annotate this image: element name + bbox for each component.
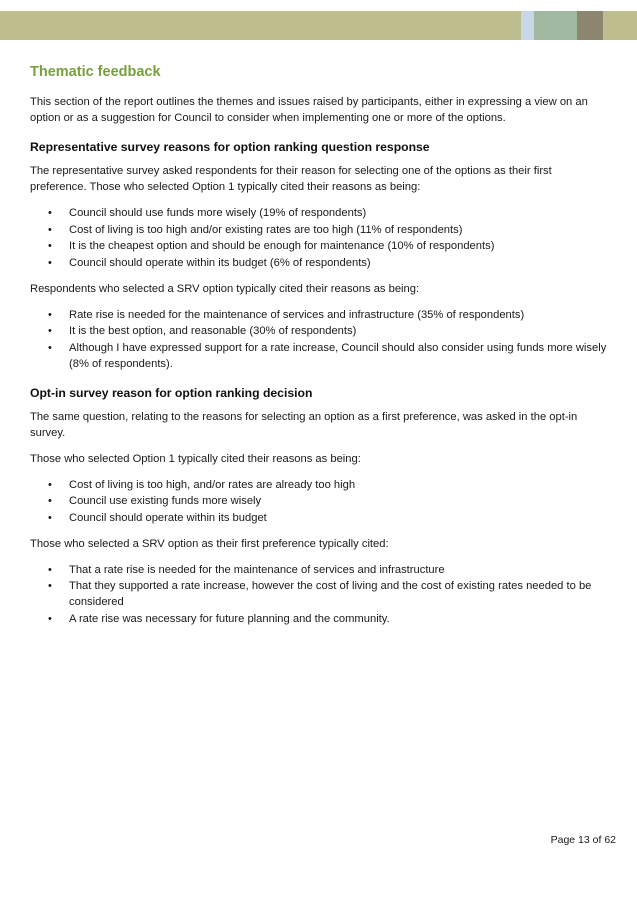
opt-in-option1-intro: Those who selected Option 1 typically cited their reasons as being:: [30, 452, 361, 465]
section-heading-representative-survey: Representative survey reasons for option ranking question response: [30, 140, 430, 154]
opt-in-srv-intro: Those who selected a SRV option as their first preference typically cited:: [30, 537, 389, 550]
bullet-icon: •: [48, 511, 52, 524]
list-item: • Rate rise is needed for the maintenance of services and infrastructure (35% of respondents): [48, 308, 525, 321]
bullet-icon: •: [48, 256, 52, 269]
intro-paragraph: This section of the report outlines the themes and issues raised by participants, either in expressing a view on an option or as a suggestion for Council to consider when implementing one or more of the options.: [30, 96, 588, 124]
header-band-blue-block: [521, 11, 534, 40]
bullet-icon: •: [48, 207, 52, 219]
list-item: • Council should use funds more wisely (19% of respondents): [48, 207, 367, 219]
bullet-icon: •: [48, 495, 52, 507]
list-item: • That a rate rise is needed for the maintenance of services and infrastructure: [48, 563, 445, 576]
opt-in-survey-intro: The same question, relating to the reasons for selecting an option as a first preference, was asked in the opt-in survey.: [30, 410, 578, 439]
list-item: • Although I have expressed support for a rate increase, Council should also consider using funds more wisely (8% of respondents).: [48, 341, 607, 370]
section-heading-opt-in-survey: Opt-in survey reason for option ranking decision: [30, 385, 313, 400]
page-title: Thematic feedback: [30, 64, 161, 80]
option1-reasons-list: [30, 205, 610, 271]
list-item: • Cost of living is too high and/or existing rates are too high (11% of respondents): [48, 223, 463, 236]
list-item: • That they supported a rate increase, however the cost of living and the cost of existing rates needed to be considered: [48, 580, 592, 608]
bullet-icon: •: [48, 308, 52, 321]
bullet-icon: •: [48, 325, 52, 337]
bullet-icon: •: [48, 341, 52, 354]
bullet-icon: •: [48, 478, 52, 491]
header-band-taupe-block: [577, 11, 603, 40]
list-item: • A rate rise was necessary for future planning and the community.: [48, 612, 390, 625]
bullet-icon: •: [48, 612, 52, 625]
list-item: • It is the cheapest option and should be enough for maintenance (10% of respondents): [48, 240, 495, 252]
bullet-icon: •: [48, 240, 52, 252]
list-item: • Cost of living is too high, and/or rates are already too high: [48, 478, 356, 491]
header-color-band: [0, 11, 637, 40]
opt-in-srv-reasons-list: [30, 562, 610, 627]
opt-in-option1-reasons-list: [30, 477, 610, 526]
header-band-main: [0, 11, 521, 40]
list-item: • Council should operate within its budget (6% of respondents): [48, 256, 371, 269]
page-number: Page 13 of 62: [550, 834, 616, 846]
list-item: • It is the best option, and reasonable (30% of respondents): [48, 325, 357, 337]
header-band-end: [603, 11, 637, 40]
header-band-sage-block: [534, 11, 577, 40]
srv-reasons-list: [30, 307, 610, 372]
srv-respondents-intro: Respondents who selected a SRV option typically cited their reasons as being:: [30, 282, 420, 295]
bullet-icon: •: [48, 580, 52, 592]
bullet-icon: •: [48, 223, 52, 236]
page-content: [30, 64, 610, 637]
list-item: • Council use existing funds more wisely: [48, 495, 262, 507]
list-item: • Council should operate within its budget: [48, 511, 267, 524]
bullet-icon: •: [48, 563, 52, 576]
representative-survey-intro: The representative survey asked respondents for their reason for selecting one of the options as their first preference. Those who selected Option 1 typically cited their reasons as being:: [30, 165, 552, 193]
